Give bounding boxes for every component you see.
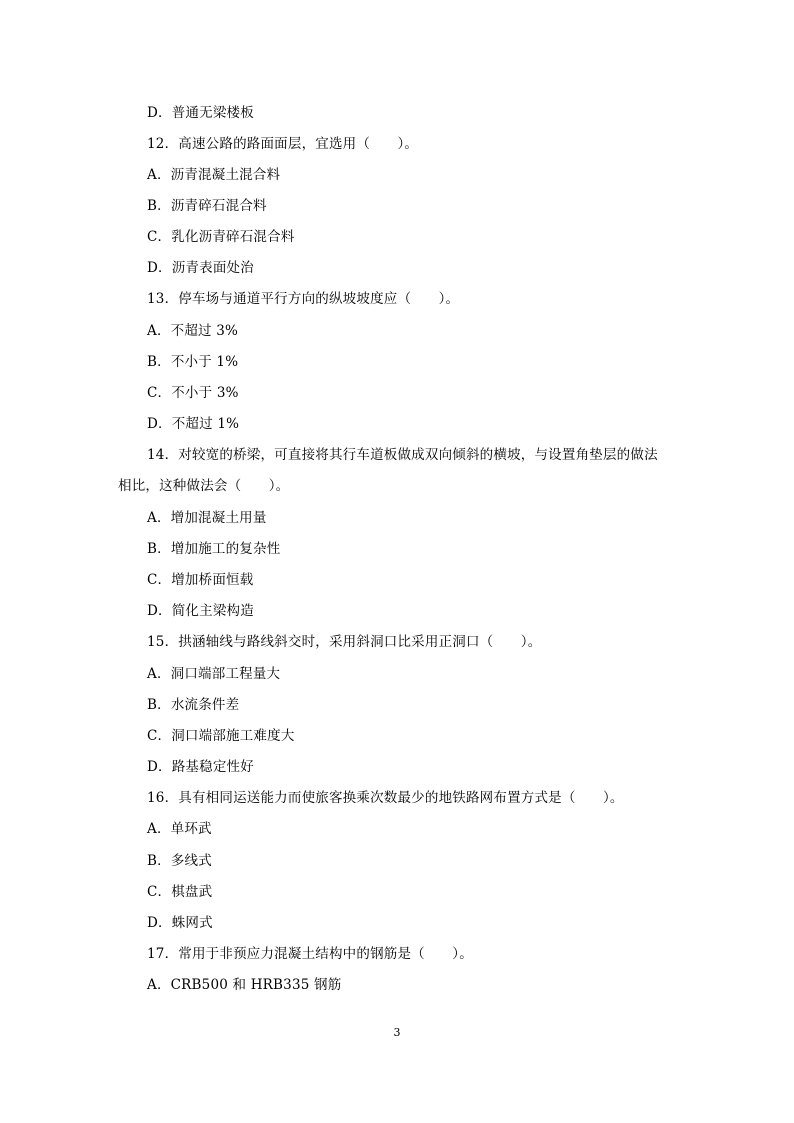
question-line: 13．停车场与通道平行方向的纵坡坡度应（ ）。: [147, 291, 460, 307]
option-line: D．路基稳定性好: [147, 759, 254, 775]
option-line: A．增加混凝土用量: [147, 510, 267, 526]
option-line: A．不超过 3%: [147, 323, 239, 339]
question-line: 16．具有相同运送能力而使旅客换乘次数最少的地铁路网布置方式是（ ）。: [147, 790, 624, 806]
question-continuation-line: 相比，这种做法会（ ）。: [118, 478, 290, 494]
option-line: A．洞口端部工程量大: [147, 666, 281, 682]
option-line: D．简化主梁构造: [147, 603, 254, 619]
option-line: D．蛛网式: [147, 915, 213, 931]
option-line: D．沥青表面处治: [147, 260, 254, 276]
question-line: 12．高速公路的路面面层，宜选用（ ）。: [147, 136, 419, 152]
option-line: D．普通无梁楼板: [147, 105, 254, 121]
question-line: 14．对较宽的桥梁，可直接将其行车道板做成双向倾斜的横坡，与设置角垫层的做法: [147, 447, 658, 463]
option-line: D．不超过 1%: [147, 416, 240, 432]
option-line: B．沥青碎石混合料: [147, 198, 267, 214]
option-line: C．洞口端部施工难度大: [147, 728, 295, 744]
option-line: B．不小于 1%: [147, 354, 239, 370]
option-line: C．乳化沥青碎石混合料: [147, 229, 295, 245]
question-line: 15．拱涵轴线与路线斜交时，采用斜洞口比采用正洞口（ ）。: [147, 634, 542, 650]
option-line: A．沥青混凝土混合料: [147, 167, 281, 183]
option-line: C．不小于 3%: [147, 385, 239, 401]
option-line: A．单环武: [147, 821, 212, 837]
option-line: B．水流条件差: [147, 697, 240, 713]
option-line: C．棋盘武: [147, 884, 213, 900]
page-number: 3: [393, 1026, 401, 1039]
option-line: A．CRB500 和 HRB335 钢筋: [147, 977, 342, 993]
option-line: C．增加桥面恒载: [147, 572, 254, 588]
question-line: 17．常用于非预应力混凝土结构中的钢筋是（ ）。: [147, 946, 473, 962]
option-line: B．多线式: [147, 853, 212, 869]
option-line: B．增加施工的复杂性: [147, 541, 281, 557]
